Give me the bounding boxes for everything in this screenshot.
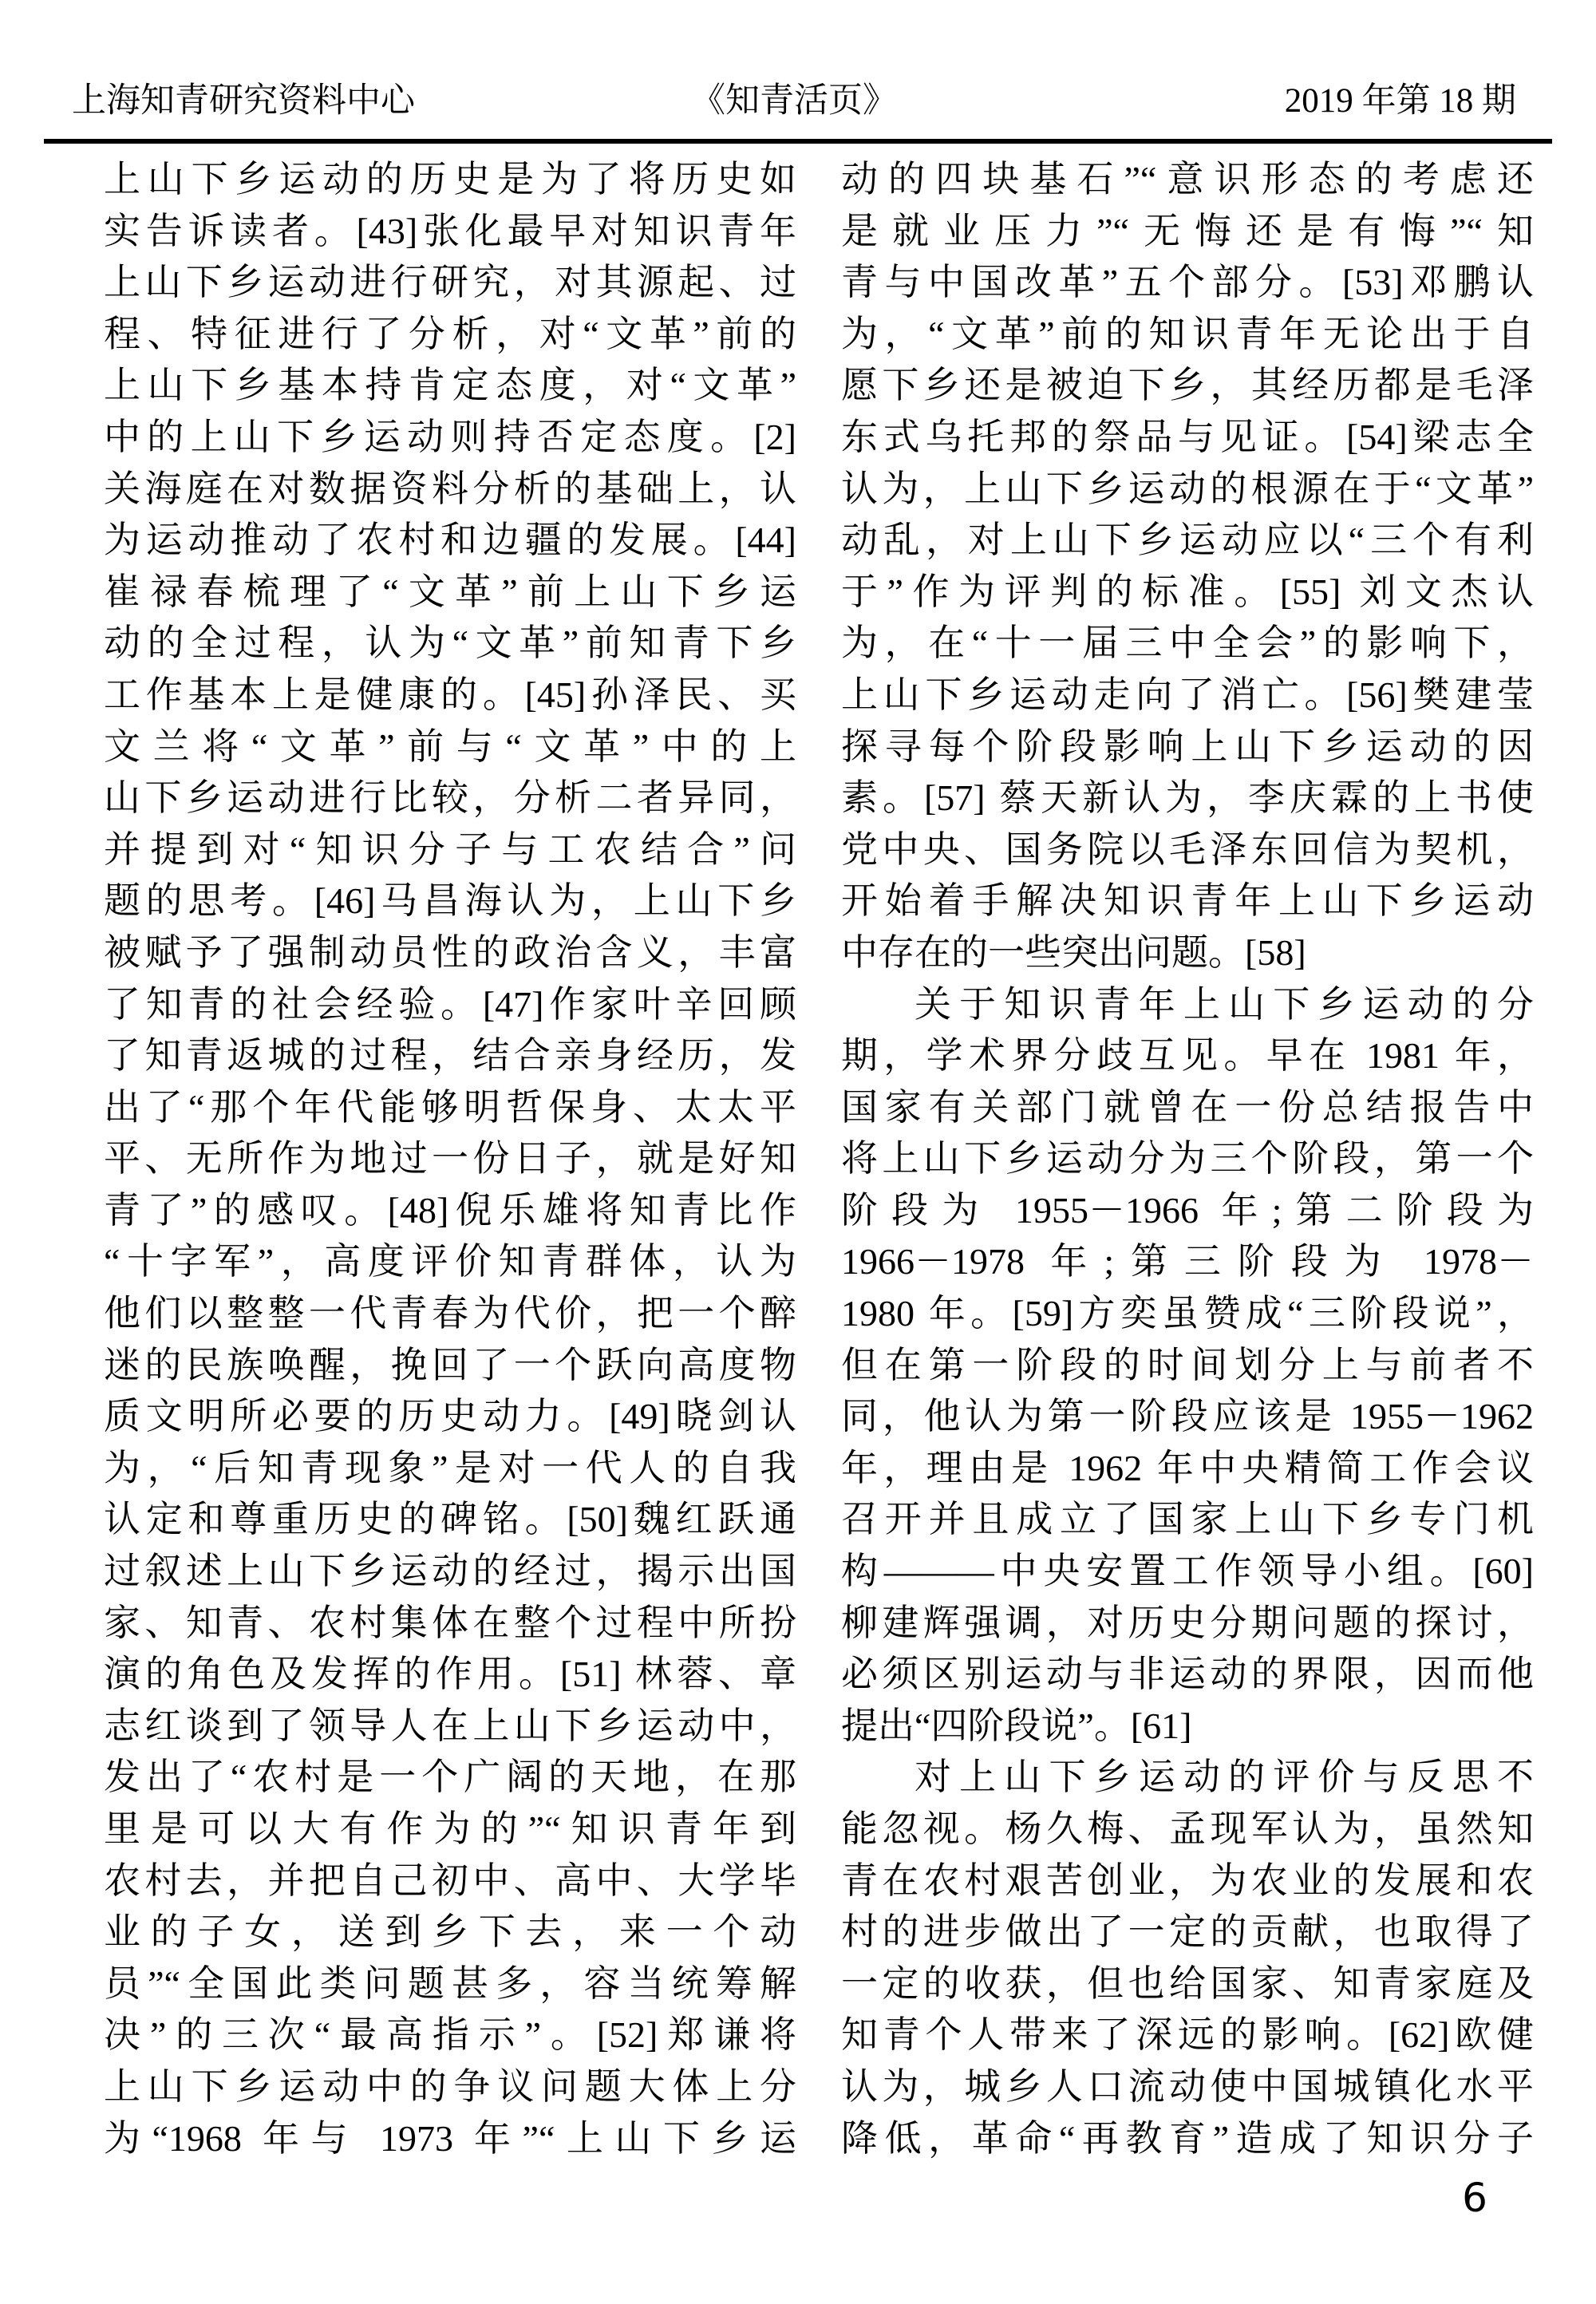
text-line: 被赋予了强制动员性的政治含义，丰富 <box>104 931 796 973</box>
text-line: 上山下乡运动中的争议问题大体上分 <box>104 2065 796 2107</box>
text-line: 中的上山下乡运动则持否定态度。[2] <box>104 416 796 457</box>
text-line: 年，理由是 1962 年中央精简工作会议 <box>841 1447 1534 1488</box>
text-line: 关海庭在对数据资料分析的基础上，认 <box>104 468 796 509</box>
text-line: 过叙述上山下乡运动的经过，揭示出国 <box>104 1551 796 1592</box>
text-line: 将上山下乡运动分为三个阶段，第一个 <box>841 1138 1534 1180</box>
text-line: 质文明所必要的历史动力。[49]晓剑认 <box>104 1396 796 1437</box>
text-line: 发出了“农村是一个广阔的天地，在那 <box>104 1757 796 1798</box>
text-line: 愿下乡还是被迫下乡，其经历都是毛泽 <box>841 365 1534 406</box>
text-line: 但在第一阶段的时间划分上与前者不 <box>841 1344 1534 1385</box>
page-header <box>72 81 1516 121</box>
text-line: 为运动推动了农村和边疆的发展。[44] <box>104 520 796 561</box>
text-line: 工作基本上是健康的。[45]孙泽民、买 <box>104 674 796 715</box>
text-line: 出了“那个年代能够明哲保身、太太平 <box>104 1086 796 1128</box>
text-line: 平、无所作为地过一份日子，就是好知 <box>104 1138 796 1180</box>
text-line: 上山下乡运动进行研究，对其源起、过 <box>104 262 796 303</box>
text-line: 并提到对“知识分子与工农结合”问 <box>104 828 796 870</box>
right-text-column <box>841 154 1534 2164</box>
text-line: 一定的收获，但也给国家、知青家庭及 <box>841 1962 1534 2004</box>
text-line: 动的全过程，认为“文革”前知青下乡 <box>104 622 796 664</box>
header-org-title: 上海知青研究资料中心 <box>72 82 415 120</box>
text-line: 决”的三次“最高指示”。[52]郑谦将 <box>104 2014 796 2056</box>
text-line: 阶段为 1955－1966 年;第二阶段为 <box>841 1189 1534 1231</box>
text-line: 降低，革命“再教育”造成了知识分子 <box>841 2117 1534 2159</box>
text-line: 提出“四阶段说”。[61] <box>841 1705 1192 1746</box>
text-line: 实告诉读者。[43]张化最早对知识青年 <box>104 210 796 251</box>
text-line: 探寻每个阶段影响上山下乡运动的因 <box>841 725 1534 767</box>
text-line: 关于知识青年上山下乡运动的分 <box>915 983 1534 1025</box>
text-line: 题的思考。[46]马昌海认为，上山下乡 <box>104 880 796 922</box>
text-line: 迷的民族唤醒，挽回了一个跃向高度物 <box>104 1344 796 1385</box>
text-line: 上山下乡运动的历史是为了将历史如 <box>104 159 796 200</box>
text-line: 山下乡运动进行比较，分析二者异同， <box>104 777 796 819</box>
text-line: 开始着手解决知识青年上山下乡运动 <box>841 880 1534 922</box>
text-line: 东式乌托邦的祭品与见证。[54]梁志全 <box>841 416 1534 457</box>
text-line: 素。[57] 蔡天新认为，李庆霖的上书使 <box>841 777 1534 819</box>
text-line: 党中央、国务院以毛泽东回信为契机， <box>841 828 1534 870</box>
text-line: 对上山下乡运动的评价与反思不 <box>915 1757 1534 1798</box>
text-line: 演的角色及发挥的作用。[51] 林蓉、章 <box>104 1654 796 1695</box>
text-line: 认为，上山下乡运动的根源在于“文革” <box>841 468 1534 509</box>
text-line: 农村去，并把自己初中、高中、大学毕 <box>104 1859 796 1901</box>
header-rule <box>44 139 1552 144</box>
text-line: 青在农村艰苦创业，为农业的发展和农 <box>841 1859 1534 1901</box>
text-line: 文兰将“文革”前与“文革”中的上 <box>104 725 796 767</box>
text-line: 构———中央安置工作领导小组。[60] <box>841 1551 1534 1592</box>
text-line: 召开并且成立了国家上山下乡专门机 <box>841 1499 1534 1540</box>
text-line: 认为，城乡人口流动使中国城镇化水平 <box>841 2065 1534 2107</box>
two-column-text-body <box>104 154 1534 2164</box>
text-line: 是就业压力”“无悔还是有悔”“知 <box>841 210 1534 251</box>
text-line: 村的进步做出了一定的贡献，也取得了 <box>841 1911 1534 1953</box>
text-line: 动的四块基石”“意识形态的考虑还 <box>841 159 1534 200</box>
text-line: 为，在“十一届三中全会”的影响下， <box>841 622 1534 664</box>
text-line: 期，学术界分歧互见。早在 1981 年， <box>841 1035 1534 1077</box>
text-line: 柳建辉强调，对历史分期问题的探讨， <box>841 1602 1534 1643</box>
text-line: 同，他认为第一阶段应该是 1955－1962 <box>841 1396 1534 1437</box>
text-line: 里是可以大有作为的”“知识青年到 <box>104 1808 796 1849</box>
text-line: 程、特征进行了分析，对“文革”前的 <box>104 313 796 354</box>
text-line: 家、知青、农村集体在整个过程中所扮 <box>104 1602 796 1643</box>
text-line: 上山下乡运动走向了消亡。[56]樊建莹 <box>841 674 1534 715</box>
text-line: 1980 年。[59]方奕虽赞成“三阶段说”， <box>841 1293 1534 1334</box>
text-line: 认定和尊重历史的碑铭。[50]魏红跃通 <box>104 1499 796 1540</box>
text-line: 上山下乡基本持肯定态度，对“文革” <box>104 365 796 406</box>
page-number: 6 <box>1462 2175 1487 2221</box>
text-line: 中存在的一些突出问题。[58] <box>841 931 1306 973</box>
text-line: “十字军”，高度评价知青群体，认为 <box>104 1241 796 1282</box>
header-issue-info: 2019 年第 18 期 <box>1284 82 1516 120</box>
text-line: 崔禄春梳理了“文革”前上山下乡运 <box>104 571 796 612</box>
text-line: 于”作为评判的标准。[55] 刘文杰认 <box>841 571 1534 612</box>
text-line: 1966－1978 年;第三阶段为 1978－ <box>841 1241 1534 1282</box>
text-line: 国家有关部门就曾在一份总结报告中 <box>841 1086 1534 1128</box>
text-line: 他们以整整一代青春为代价，把一个醉 <box>104 1293 796 1334</box>
text-line: 了知青返城的过程，结合亲身经历，发 <box>104 1035 796 1077</box>
text-line: 青了”的感叹。[48]倪乐雄将知青比作 <box>104 1189 796 1231</box>
text-line: 为，“文革”前的知识青年无论出于自 <box>841 313 1534 354</box>
text-line: 志红谈到了领导人在上山下乡运动中， <box>104 1705 796 1746</box>
left-text-column <box>104 154 796 2164</box>
text-line: 为“1968 年与 1973 年”“上山下乡运 <box>104 2117 796 2159</box>
header-publication-title: 《知青活页》 <box>691 82 897 120</box>
text-line: 了知青的社会经验。[47]作家叶辛回顾 <box>104 983 796 1025</box>
text-line: 青与中国改革”五个部分。[53]邓鹏认 <box>841 262 1534 303</box>
text-line: 为，“后知青现象”是对一代人的自我 <box>104 1447 796 1488</box>
text-line: 能忽视。杨久梅、孟现军认为，虽然知 <box>841 1808 1534 1849</box>
text-line: 动乱，对上山下乡运动应以“三个有利 <box>841 520 1534 561</box>
text-line: 知青个人带来了深远的影响。[62]欧健 <box>841 2014 1534 2056</box>
text-line: 必须区别运动与非运动的界限，因而他 <box>841 1654 1534 1695</box>
text-line: 业的子女，送到乡下去，来一个动 <box>104 1911 796 1953</box>
text-line: 员”“全国此类问题甚多，容当统筹解 <box>104 1962 796 2004</box>
